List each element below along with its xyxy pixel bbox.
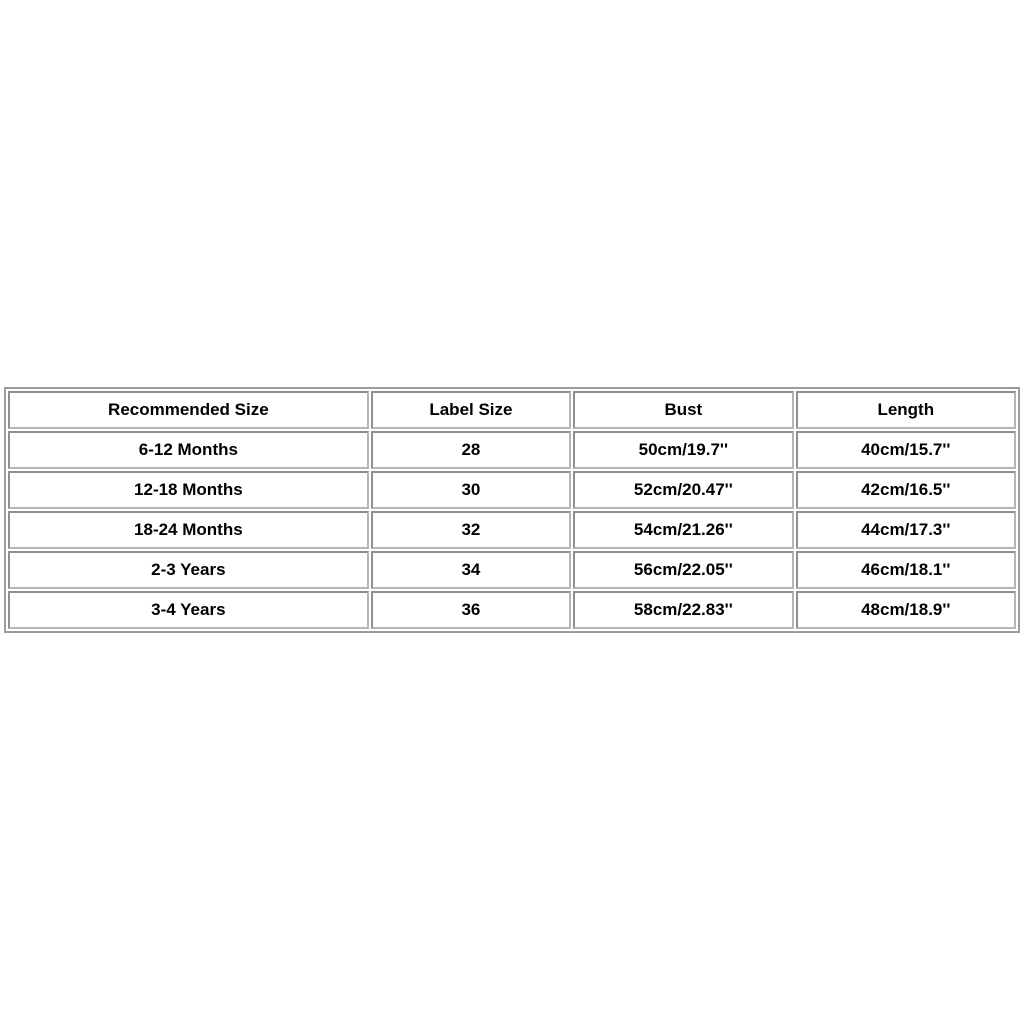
cell-bust: 50cm/19.7'' (573, 431, 793, 469)
cell-label-size: 32 (371, 511, 571, 549)
size-chart-container (4, 387, 1020, 633)
table-row (8, 551, 1016, 589)
cell-bust: 54cm/21.26'' (573, 511, 793, 549)
cell-length: 44cm/17.3'' (796, 511, 1016, 549)
cell-recommended-size: 2-3 Years (8, 551, 369, 589)
cell-label-size: 36 (371, 591, 571, 629)
table-row (8, 431, 1016, 469)
cell-length: 48cm/18.9'' (796, 591, 1016, 629)
cell-bust: 52cm/20.47'' (573, 471, 793, 509)
header-row (8, 391, 1016, 429)
header-cell-bust: Bust (573, 391, 793, 429)
table-row (8, 471, 1016, 509)
cell-label-size: 34 (371, 551, 571, 589)
cell-recommended-size: 6-12 Months (8, 431, 369, 469)
table-row (8, 511, 1016, 549)
header-cell-recommended-size: Recommended Size (8, 391, 369, 429)
cell-recommended-size: 18-24 Months (8, 511, 369, 549)
header-cell-length: Length (796, 391, 1016, 429)
size-chart-table (4, 387, 1020, 633)
cell-bust: 56cm/22.05'' (573, 551, 793, 589)
cell-recommended-size: 12-18 Months (8, 471, 369, 509)
cell-length: 40cm/15.7'' (796, 431, 1016, 469)
cell-recommended-size: 3-4 Years (8, 591, 369, 629)
cell-length: 46cm/18.1'' (796, 551, 1016, 589)
cell-length: 42cm/16.5'' (796, 471, 1016, 509)
header-cell-label-size: Label Size (371, 391, 571, 429)
table-row (8, 591, 1016, 629)
cell-label-size: 30 (371, 471, 571, 509)
cell-bust: 58cm/22.83'' (573, 591, 793, 629)
cell-label-size: 28 (371, 431, 571, 469)
